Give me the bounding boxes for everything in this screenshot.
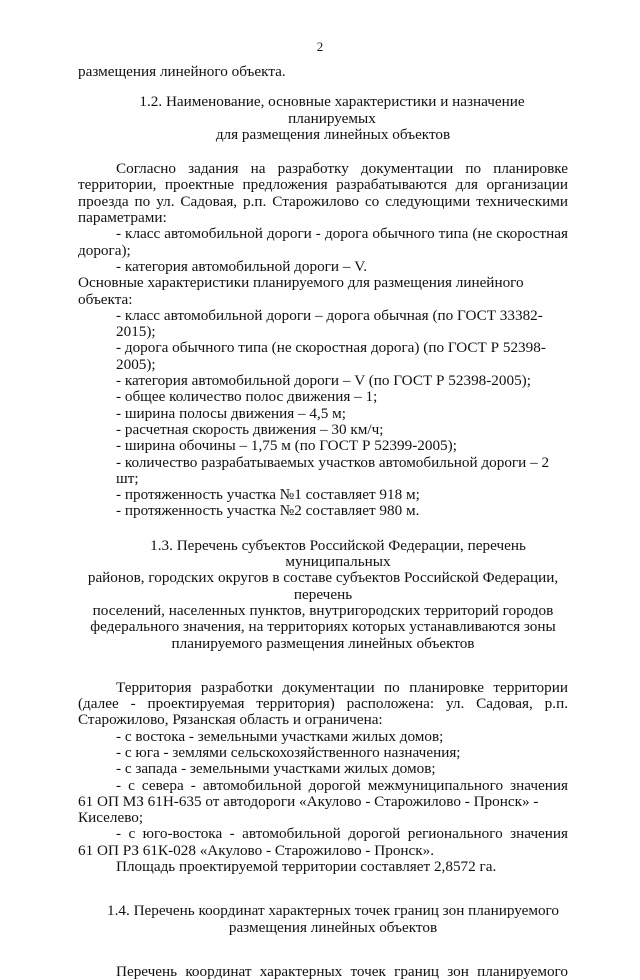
boundary-north-line-1: - с севера - автомобильной дорогой межмуниципального значения (116, 776, 568, 794)
boundary-item: - с запада - земельными участками жилых домов; (116, 760, 436, 778)
boundary-item: - с востока - земельными участками жилых домов; (116, 727, 444, 745)
section-1-3-heading-line: планируемого размещения линейных объектов (171, 634, 475, 652)
section-1-2-heading-line-1: 1.2. Наименование, основные характеристики и назначение планируемых (139, 93, 525, 127)
characteristic-item: - ширина полосы движения – 4,5 м; (116, 404, 346, 422)
section-1-4-heading-line-1: 1.4. Перечень координат характерных точек границ зон планируемого (106, 902, 559, 920)
characteristic-item: - класс автомобильной дороги – дорога обычная (по ГОСТ 33382-2015); (116, 306, 543, 341)
section-1-3-heading-line: федерального значения, на территориях которых устанавливаются зоны (90, 618, 556, 636)
section-1-3-heading-line: районов, городских округов в составе субъектов Российской Федерации, перечень (87, 569, 559, 603)
characteristic-item: - ширина обочины – 1,75 м (по ГОСТ Р 52399-2005); (116, 437, 457, 455)
param-item: - класс автомобильной дороги - дорога обычного типа (не скоростная дорога); (78, 225, 568, 259)
param-item: - категория автомобильной дороги – V. (116, 257, 368, 275)
section-1-2-intro: Согласно задания на разработку документации по планировке территории, проектные предложения разрабатываются для организации проезда по ул. Садовая, р.п. Старожилово со следующими техническими параметрами: (78, 160, 568, 227)
characteristic-item: - количество разрабатываемых участков автомобильной дороги – 2 шт; (116, 453, 550, 487)
characteristic-item: - протяженность участка №2 составляет 980 м. (116, 502, 420, 520)
page-number: 2 (316, 39, 324, 54)
territory-area: Площадь проектируемой территории составляет 2,8572 га. (116, 858, 497, 876)
characteristic-item: - общее количество полос движения – 1; (116, 388, 378, 406)
section-1-4-text-start: Перечень координат характерных точек границ зон планируемого (116, 962, 568, 980)
characteristic-item: - протяженность участка №1 составляет 918 м; (116, 486, 420, 504)
page-body (78, 64, 568, 980)
boundary-north-line-2: 61 ОП МЗ 61Н-635 от автодороги «Акулово - Старожилово - Пронск» - Киселево; (78, 792, 539, 827)
section-1-4-heading-line-2: размещения линейных объектов (228, 918, 438, 936)
characteristic-item: - расчетная скорость движения – 30 км/ч; (116, 420, 384, 438)
lead-line: размещения линейного объекта. (78, 63, 286, 80)
main-characteristics-intro: Основные характеристики планируемого для размещения линейного объекта: (78, 274, 524, 308)
section-1-3-heading-line: 1.3. Перечень субъектов Российской Федерации, перечень муниципальных (150, 536, 526, 571)
characteristic-item: - категория автомобильной дороги – V (по ГОСТ Р 52398-2005); (116, 372, 531, 390)
section-1-2-heading-line-2: для размещения линейных объектов (215, 125, 451, 143)
boundary-southeast-line-2: 61 ОП РЗ 61К-028 «Акулово - Старожилово - Пронск». (78, 841, 435, 859)
boundary-item: - с юга - землями сельскохозяйственного назначения; (116, 743, 461, 761)
section-1-3-heading-line: поселений, населенных пунктов, внутригородских территорий городов (92, 601, 554, 619)
boundary-southeast-line-1: - с юго-востока - автомобильной дорогой регионального значения (116, 825, 568, 843)
characteristic-item: - дорога обычного типа (не скоростная дорога) (по ГОСТ Р 52398-2005); (116, 339, 546, 373)
section-1-3-intro: Территория разработки документации по планировке территории (далее - проектируемая территория) расположена: ул. Садовая, р.п. Старожилово, Рязанская область и ограничена: (78, 678, 568, 729)
